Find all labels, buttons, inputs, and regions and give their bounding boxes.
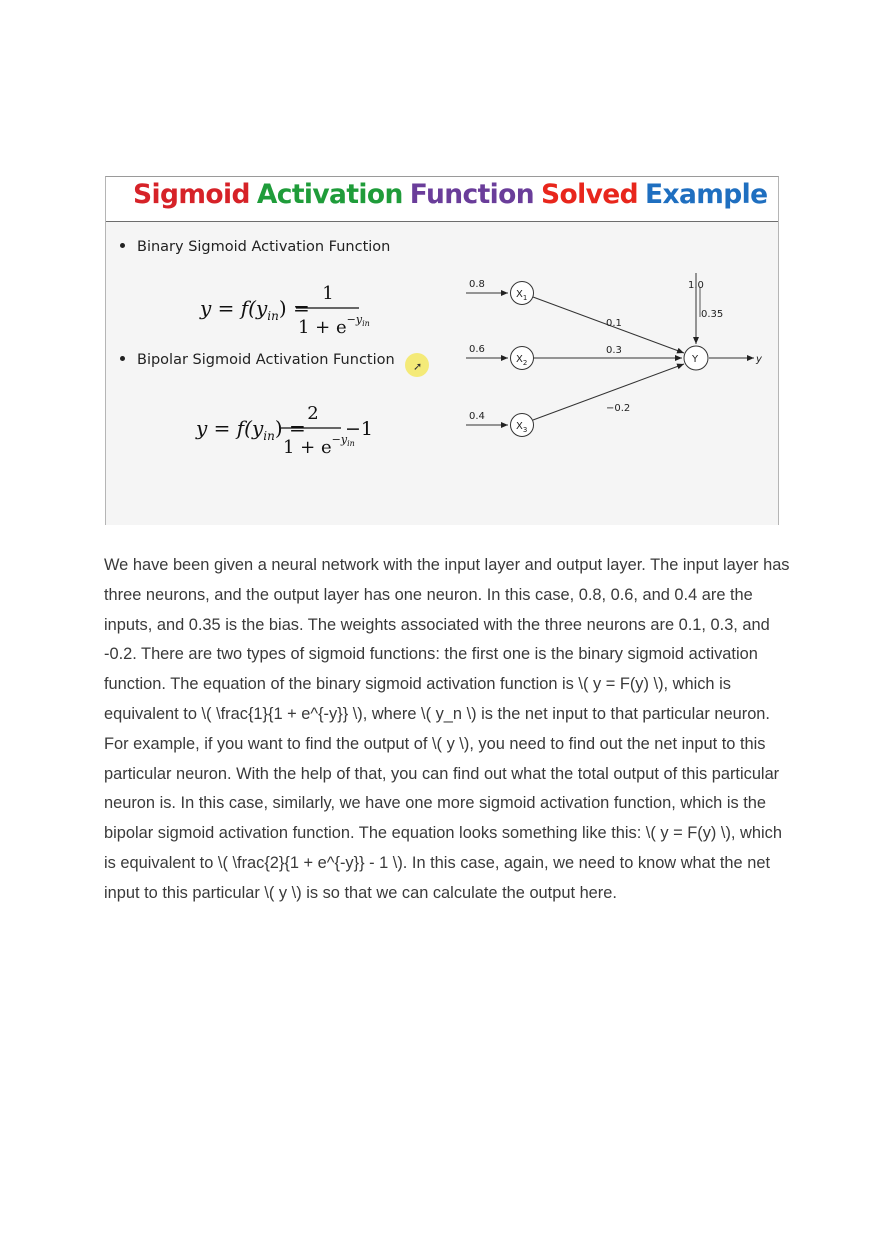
input-value-1: 0.8	[469, 279, 485, 290]
svg-text:−1: −1	[345, 418, 374, 440]
weight-label-2: 0.3	[606, 345, 622, 356]
bullet-binary	[120, 239, 390, 255]
neural-network-labels	[456, 265, 778, 455]
title-word-2: Activation	[256, 179, 403, 210]
svg-text:1: 1	[322, 283, 334, 304]
input-value-2: 0.6	[469, 344, 485, 355]
bullet-dot-icon	[120, 356, 125, 361]
svg-text:X1: $X_1$	[516, 289, 528, 302]
body-text: We have been given a neural network with the input layer and output layer. The input layer has three neurons, and the output layer has one neuron. In this case, 0.8, 0.6, and 0.4 are the inputs, and 0.35 is the bias. The weights associated with the three neurons are 0.1, 0.3, and -0.2. There are two types of sigmoid functions: the first one is the binary sigmoid activation function. The equation of the binary sigmoid activation function is \( y = F(y) \), which is equivalent to \( \frac{1}{1 + e^{-y}} \), where \( y_n \) is the net input to that particular neuron. For example, if you want to find the output of \( y \), you need to find out the net input to this particular neuron. With the help of that, you can find out what the total output of this particular neuron is. In this case, similarly, we have one more sigmoid activation function, which is the bipolar sigmoid activation function. The equation looks something like this: \( y = F(y) \), which is equivalent to \( \frac{2}{1 + e^{-y}} - 1 \). In this case, again, we need to know what the net input to this particular \( y \) is so that we can calculate the output here.	[104, 556, 790, 902]
bullet-dot-icon	[120, 243, 125, 248]
bias-input-label: 1.0	[688, 280, 704, 291]
body-paragraph	[104, 551, 794, 909]
bullet-bipolar	[120, 352, 395, 368]
slide-title-bar	[106, 177, 778, 222]
title-word-4: Solved	[541, 179, 639, 210]
svg-text:1 + e−yin: $1 + e^{-y}in$	[283, 433, 355, 458]
svg-text:1 + e−yin: $1 + e^{-y}in$	[298, 313, 370, 338]
weight-label-1: 0.1	[606, 318, 622, 329]
bullet-bipolar-label: Bipolar Sigmoid Activation Function	[137, 352, 395, 368]
title-word-1: Sigmoid	[133, 179, 250, 210]
bias-weight-label: 0.35	[701, 309, 724, 320]
input-value-3: 0.4	[469, 411, 485, 422]
weight-label-3: −0.2	[606, 403, 631, 414]
svg-text:y = f(yin) =: $y = f(y_{in})$ =	[196, 416, 306, 443]
output-label: y	[756, 354, 762, 365]
pointer-cursor-icon: ➚	[413, 361, 423, 373]
title-word-3: Function	[409, 179, 535, 210]
svg-text:X2: $X_2$	[516, 354, 528, 367]
output-node-label: Y	[692, 354, 699, 365]
bullet-binary-label: Binary Sigmoid Activation Function	[137, 239, 391, 255]
svg-text:2: 2	[307, 403, 319, 424]
title-word-5: Example	[645, 179, 768, 210]
svg-text:X3: $X_3$	[516, 421, 528, 434]
slide-title	[133, 179, 775, 210]
slide-image	[105, 176, 779, 525]
bipolar-sigmoid-equation	[166, 393, 426, 463]
binary-sigmoid-equation	[166, 273, 426, 343]
svg-text:y = f(yin) =: $y = f(y_{in})$ =	[200, 296, 310, 323]
